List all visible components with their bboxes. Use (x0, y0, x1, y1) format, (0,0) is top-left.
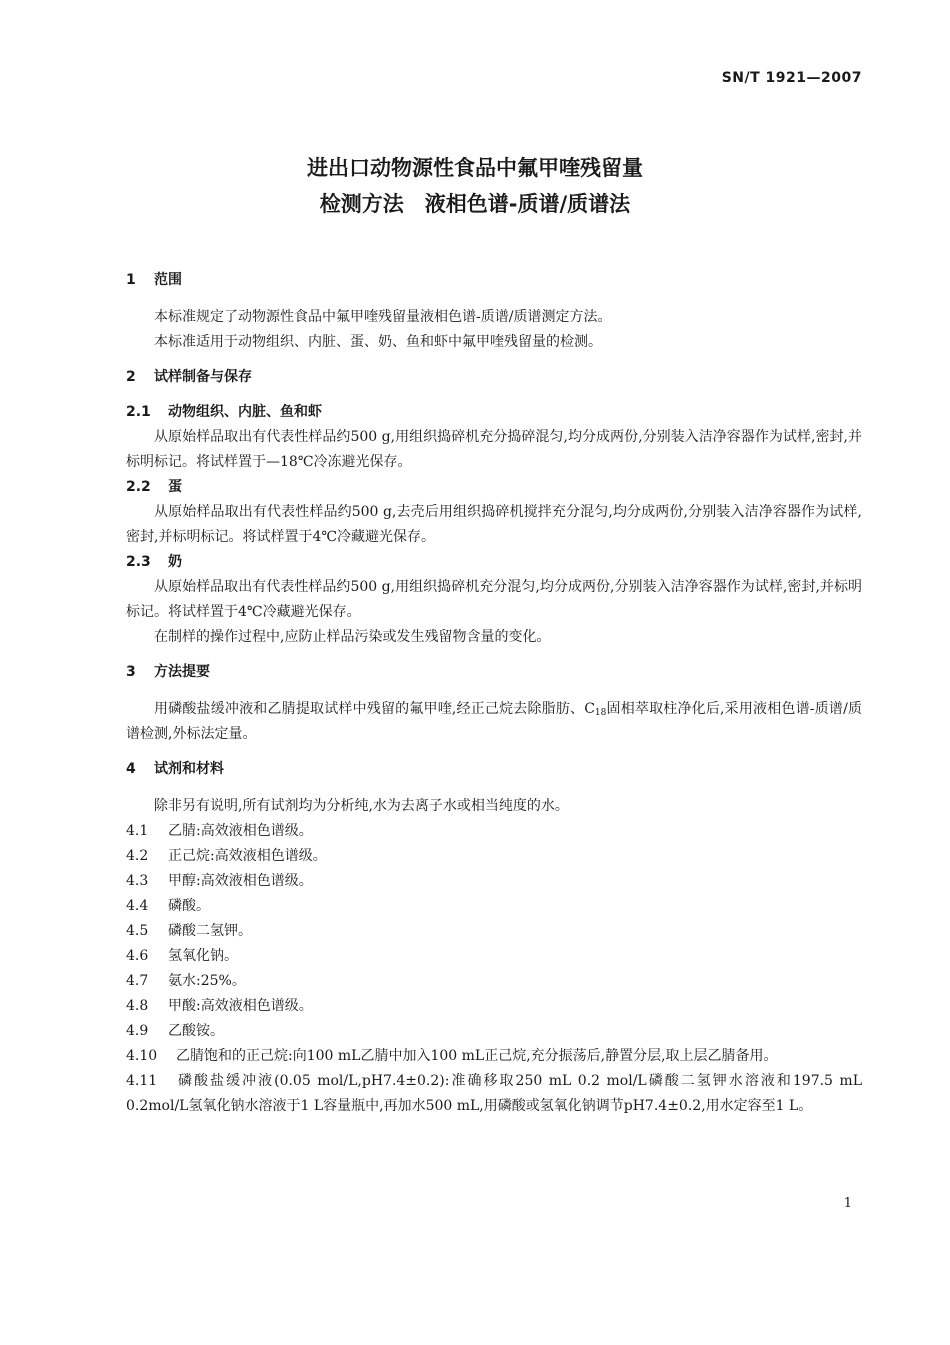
subsection-title: 奶 (168, 554, 182, 570)
reagent-item (126, 869, 862, 894)
section-number: 2 (126, 369, 136, 385)
section-title: 方法提要 (154, 664, 210, 680)
item-text: 乙腈:高效液相色谱级。 (168, 823, 313, 839)
subsection-2-1-heading (126, 400, 862, 425)
item-text: 氢氧化钠。 (168, 948, 238, 964)
method-text-part-2: 固相萃取柱净化后,采用液相色谱-质谱/质谱检测,外标法定量。 (126, 701, 862, 742)
item-number: 4.6 (126, 948, 149, 964)
item-number: 4.7 (126, 973, 149, 989)
section-4-heading (126, 757, 862, 782)
section-3-paragraph (126, 697, 862, 747)
reagent-item (126, 894, 862, 919)
item-number: 4.3 (126, 873, 149, 889)
subsection-2-2-heading (126, 475, 862, 500)
subsection-title: 蛋 (168, 479, 182, 495)
section-title: 试剂和材料 (154, 761, 224, 777)
title-line-1: 进出口动物源性食品中氟甲喹残留量 (307, 156, 643, 180)
method-text-part-1: 用磷酸盐缓冲液和乙腈提取试样中残留的氟甲喹,经正己烷去除脂肪、C (154, 701, 595, 717)
reagent-item (126, 1044, 862, 1069)
section-2-note: 在制样的操作过程中,应防止样品污染或发生残留物含量的变化。 (154, 629, 551, 645)
item-text: 正己烷:高效液相色谱级。 (168, 848, 327, 864)
section-title: 试样制备与保存 (154, 369, 252, 385)
item-text: 磷酸二氢钾。 (168, 923, 252, 939)
c18-subscript: 18 (594, 708, 607, 718)
reagent-item (126, 944, 862, 969)
item-text: 乙腈饱和的正己烷:向100 mL乙腈中加入100 mL正己烷,充分振荡后,静置分层,取上层乙腈备用。 (176, 1048, 778, 1064)
item-number: 4.2 (126, 848, 149, 864)
item-text: 甲酸:高效液相色谱级。 (168, 998, 313, 1014)
reagent-item (126, 919, 862, 944)
reagent-item (126, 1019, 862, 1044)
section-number: 1 (126, 272, 136, 288)
item-number: 4.1 (126, 823, 149, 839)
section-title: 范围 (154, 272, 182, 288)
item-number: 4.10 (126, 1048, 158, 1064)
item-text: 氨水:25%。 (168, 973, 246, 989)
subsection-2-3-heading (126, 550, 862, 575)
document-body (126, 268, 862, 1119)
section-1-paragraph-2: 本标准适用于动物组织、内脏、蛋、奶、鱼和虾中氟甲喹残留量的检测。 (154, 334, 602, 350)
reagent-item (126, 994, 862, 1019)
section-4-intro: 除非另有说明,所有试剂均为分析纯,水为去离子水或相当纯度的水。 (154, 798, 569, 814)
standard-code: SN/T 1921—2007 (721, 70, 862, 86)
subsection-2-1-text: 从原始样品取出有代表性样品约500 g,用组织捣碎机充分捣碎混匀,均分成两份,分别装入洁净容器作为试样,密封,并标明标记。将试样置于—18℃冷冻避光保存。 (126, 429, 862, 470)
section-number: 4 (126, 761, 136, 777)
item-text: 甲醇:高效液相色谱级。 (168, 873, 313, 889)
reagent-item (126, 969, 862, 994)
item-number: 4.5 (126, 923, 149, 939)
subsection-number: 2.3 (126, 554, 151, 570)
item-number: 4.11 (126, 1073, 158, 1089)
section-1-heading (126, 268, 862, 293)
section-3-heading (126, 660, 862, 685)
section-number: 3 (126, 664, 136, 680)
subsection-2-2-text: 从原始样品取出有代表性样品约500 g,去壳后用组织捣碎机搅拌充分混匀,均分成两份,分别装入洁净容器作为试样,密封,并标明标记。将试样置于4℃冷藏避光保存。 (126, 504, 862, 545)
item-number: 4.9 (126, 1023, 149, 1039)
item-text: 磷酸盐缓冲液(0.05 mol/L,pH7.4±0.2):准确移取250 mL 0.2 mol/L磷酸二氢钾水溶液和197.5 mL 0.2mol/L氢氧化钠水溶液于1 L容量瓶中,再加水500 mL,用磷酸或氢氧化钠调节pH7.4±0.2,用水定容至1 L。 (126, 1073, 862, 1114)
subsection-number: 2.1 (126, 404, 151, 420)
subsection-2-3-text: 从原始样品取出有代表性样品约500 g,用组织捣碎机充分混匀,均分成两份,分别装入洁净容器作为试样,密封,并标明标记。将试样置于4℃冷藏避光保存。 (126, 579, 862, 620)
section-1-paragraph-1: 本标准规定了动物源性食品中氟甲喹残留量液相色谱-质谱/质谱测定方法。 (154, 309, 612, 325)
item-number: 4.8 (126, 998, 149, 1014)
subsection-title: 动物组织、内脏、鱼和虾 (168, 404, 322, 420)
document-title (0, 150, 950, 222)
reagent-item (126, 844, 862, 869)
page-number: 1 (843, 1196, 852, 1211)
title-line-2: 检测方法 液相色谱-质谱/质谱法 (319, 192, 631, 216)
reagent-item (126, 819, 862, 844)
reagent-item (126, 1069, 862, 1119)
item-number: 4.4 (126, 898, 149, 914)
item-text: 乙酸铵。 (168, 1023, 224, 1039)
subsection-number: 2.2 (126, 479, 151, 495)
section-2-heading (126, 365, 862, 390)
item-text: 磷酸。 (168, 898, 210, 914)
